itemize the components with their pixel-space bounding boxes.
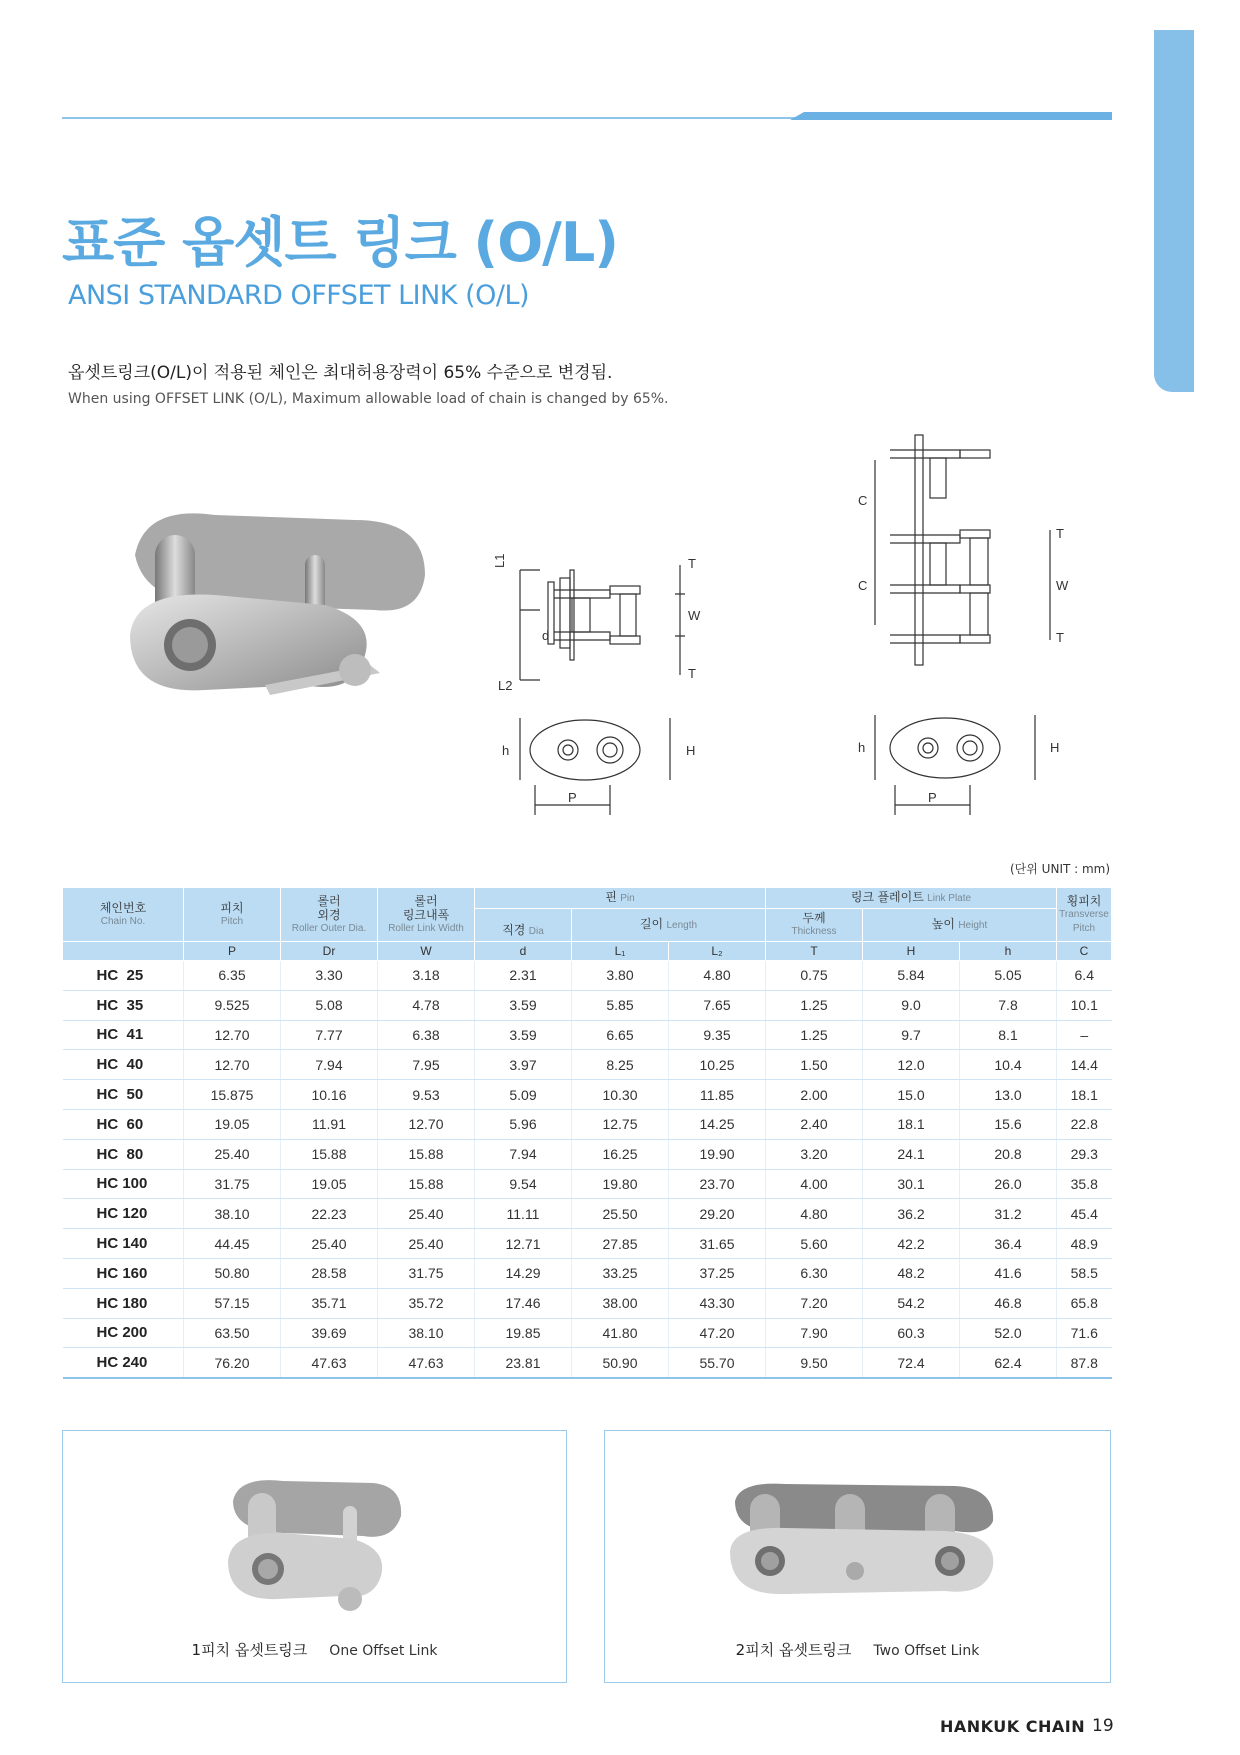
th-thickness: 두께 Thickness — [766, 909, 863, 942]
spec-cell: 44.45 — [184, 1229, 281, 1259]
label-l1: L1 — [492, 553, 507, 568]
label-d: d — [542, 628, 550, 643]
table-row — [63, 1258, 1112, 1288]
table-row — [63, 1288, 1112, 1318]
label-p: P — [568, 790, 577, 805]
spec-cell: 3.59 — [475, 1020, 572, 1050]
sym-dr: Dr — [281, 942, 378, 961]
unit-note: (단위 UNIT : mm) — [1010, 862, 1111, 876]
th-roller-od: 롤러 외경 Roller Outer Dia. — [281, 888, 378, 942]
spec-cell: 47.20 — [669, 1318, 766, 1348]
sym-w: W — [378, 942, 475, 961]
sym-l1: L₁ — [572, 942, 669, 961]
spec-cell: 3.59 — [475, 990, 572, 1020]
th-transverse-pitch: 횡피치 Transverse Pitch — [1057, 888, 1112, 942]
spec-cell: 3.30 — [281, 961, 378, 991]
table-row — [63, 1109, 1112, 1139]
sym-t: T — [766, 942, 863, 961]
spec-cell: 9.54 — [475, 1169, 572, 1199]
spec-cell: 43.30 — [669, 1288, 766, 1318]
spec-cell: 60.3 — [863, 1318, 960, 1348]
spec-cell: 65.8 — [1057, 1288, 1112, 1318]
spec-cell: 58.5 — [1057, 1258, 1112, 1288]
spec-cell: 10.30 — [572, 1080, 669, 1110]
spec-table — [62, 887, 1112, 1379]
note-english: When using OFFSET LINK (O/L), Maximum allowable load of chain is changed by 65%. — [68, 391, 669, 407]
spec-cell: 19.05 — [184, 1109, 281, 1139]
table-row — [63, 1348, 1112, 1378]
note-korean: 옵셋트링크(O/L)이 적용된 체인은 최대허용장력이 65% 수준으로 변경됨. — [68, 363, 613, 383]
one-offset-link-photo — [223, 1471, 413, 1621]
spec-cell: 71.6 — [1057, 1318, 1112, 1348]
spec-cell: 4.00 — [766, 1169, 863, 1199]
chain-no-cell: HC 60 — [63, 1109, 184, 1139]
spec-cell: 22.8 — [1057, 1109, 1112, 1139]
spec-cell: 10.4 — [960, 1050, 1057, 1080]
spec-cell: 10.16 — [281, 1080, 378, 1110]
offset-link-photo — [125, 495, 445, 735]
spec-cell: 9.0 — [863, 990, 960, 1020]
spec-cell: 9.35 — [669, 1020, 766, 1050]
spec-cell: 41.6 — [960, 1258, 1057, 1288]
spec-cell: 26.0 — [960, 1169, 1057, 1199]
spec-cell: 7.94 — [281, 1050, 378, 1080]
table-row — [63, 1318, 1112, 1348]
label-c-top: C — [858, 493, 868, 508]
spec-cell: 11.85 — [669, 1080, 766, 1110]
spec-cell: 35.72 — [378, 1288, 475, 1318]
table-row — [63, 1199, 1112, 1229]
spec-cell: 29.20 — [669, 1199, 766, 1229]
spec-cell: 3.97 — [475, 1050, 572, 1080]
spec-cell: 5.96 — [475, 1109, 572, 1139]
spec-cell: 7.94 — [475, 1139, 572, 1169]
table-row — [63, 1169, 1112, 1199]
spec-cell: 47.63 — [378, 1348, 475, 1378]
spec-cell: 10.25 — [669, 1050, 766, 1080]
one-offset-link-diagram — [490, 540, 730, 820]
spec-cell: 50.90 — [572, 1348, 669, 1378]
label-h-small: h — [502, 743, 510, 758]
spec-cell: 12.70 — [378, 1109, 475, 1139]
chain-no-cell: HC 25 — [63, 961, 184, 991]
spec-cell: 2.31 — [475, 961, 572, 991]
th-pin: 핀 Pin — [475, 888, 766, 909]
spec-cell: 7.20 — [766, 1288, 863, 1318]
spec-cell: 62.4 — [960, 1348, 1057, 1378]
spec-cell: 5.60 — [766, 1229, 863, 1259]
spec-cell: 4.80 — [669, 961, 766, 991]
table-row — [63, 1139, 1112, 1169]
spec-cell: 2.00 — [766, 1080, 863, 1110]
page-number: 19 — [1092, 1716, 1114, 1736]
two-offset-link-diagram — [850, 430, 1100, 820]
spec-cell: 37.25 — [669, 1258, 766, 1288]
spec-cell: 31.75 — [378, 1258, 475, 1288]
chain-no-cell: HC 200 — [63, 1318, 184, 1348]
two-offset-link-caption: 2피치 옵셋트링크 Two Offset Link — [735, 1641, 980, 1659]
spec-cell: 25.40 — [281, 1229, 378, 1259]
table-row — [63, 1020, 1112, 1050]
spec-cell: 36.4 — [960, 1229, 1057, 1259]
two-offset-link-photo — [725, 1476, 1005, 1606]
spec-cell: 23.81 — [475, 1348, 572, 1378]
spec-cell: 31.75 — [184, 1169, 281, 1199]
spec-cell: 5.85 — [572, 990, 669, 1020]
spec-cell: 45.4 — [1057, 1199, 1112, 1229]
spec-cell: 87.8 — [1057, 1348, 1112, 1378]
spec-cell: – — [1057, 1020, 1112, 1050]
spec-cell: 19.85 — [475, 1318, 572, 1348]
spec-cell: 42.2 — [863, 1229, 960, 1259]
chain-no-cell: HC 41 — [63, 1020, 184, 1050]
sym-p: P — [184, 942, 281, 961]
table-row — [63, 1050, 1112, 1080]
spec-cell: 14.29 — [475, 1258, 572, 1288]
spec-cell: 15.0 — [863, 1080, 960, 1110]
spec-cell: 1.50 — [766, 1050, 863, 1080]
spec-cell: 41.80 — [572, 1318, 669, 1348]
label-c-bottom: C — [858, 578, 868, 593]
spec-cell: 25.50 — [572, 1199, 669, 1229]
spec-cell: 6.65 — [572, 1020, 669, 1050]
table-row — [63, 1080, 1112, 1110]
chain-no-cell: HC 160 — [63, 1258, 184, 1288]
chain-no-cell: HC 100 — [63, 1169, 184, 1199]
spec-cell: 28.58 — [281, 1258, 378, 1288]
spec-cell: 48.9 — [1057, 1229, 1112, 1259]
label-l2: L2 — [498, 678, 513, 693]
spec-cell: 12.75 — [572, 1109, 669, 1139]
spec-cell: 30.1 — [863, 1169, 960, 1199]
spec-cell: 6.30 — [766, 1258, 863, 1288]
spec-cell: 24.1 — [863, 1139, 960, 1169]
spec-cell: 76.20 — [184, 1348, 281, 1378]
table-row — [63, 961, 1112, 991]
page-title: 표준 옵셋트 링크 (O/L) — [62, 211, 618, 274]
spec-cell: 15.875 — [184, 1080, 281, 1110]
spec-cell: 7.95 — [378, 1050, 475, 1080]
spec-cell: 19.05 — [281, 1169, 378, 1199]
spec-cell: 55.70 — [669, 1348, 766, 1378]
spec-cell: 39.69 — [281, 1318, 378, 1348]
spec-cell: 18.1 — [863, 1109, 960, 1139]
label-p-2: P — [928, 790, 937, 805]
spec-cell: 3.80 — [572, 961, 669, 991]
label-t-top-2: T — [1056, 526, 1064, 541]
chain-no-cell: HC 50 — [63, 1080, 184, 1110]
table-row — [63, 1229, 1112, 1259]
spec-cell: 38.10 — [378, 1318, 475, 1348]
spec-cell: 72.4 — [863, 1348, 960, 1378]
spec-cell: 16.25 — [572, 1139, 669, 1169]
spec-cell: 11.91 — [281, 1109, 378, 1139]
sym-d: d — [475, 942, 572, 961]
spec-cell: 23.70 — [669, 1169, 766, 1199]
label-t-top: T — [688, 556, 696, 571]
one-offset-link-caption: 1피치 옵셋트링크 One Offset Link — [191, 1641, 438, 1659]
th-pitch: 피치 Pitch — [184, 888, 281, 942]
spec-cell: 3.20 — [766, 1139, 863, 1169]
spec-cell: 12.70 — [184, 1050, 281, 1080]
sym-h-small: h — [960, 942, 1057, 961]
label-t-bottom: T — [688, 666, 696, 681]
label-w: W — [688, 608, 701, 623]
spec-cell: 35.71 — [281, 1288, 378, 1318]
spec-cell: 38.10 — [184, 1199, 281, 1229]
spec-cell: 7.90 — [766, 1318, 863, 1348]
spec-cell: 4.78 — [378, 990, 475, 1020]
spec-cell: 9.525 — [184, 990, 281, 1020]
spec-cell: 17.46 — [475, 1288, 572, 1318]
spec-cell: 1.25 — [766, 1020, 863, 1050]
chain-no-cell: HC 35 — [63, 990, 184, 1020]
th-pin-dia: 직경 Dia — [475, 909, 572, 942]
spec-cell: 27.85 — [572, 1229, 669, 1259]
spec-cell: 15.88 — [281, 1139, 378, 1169]
spec-cell: 11.11 — [475, 1199, 572, 1229]
spec-cell: 35.8 — [1057, 1169, 1112, 1199]
spec-cell: 8.25 — [572, 1050, 669, 1080]
spec-cell: 12.71 — [475, 1229, 572, 1259]
two-offset-link-box — [604, 1430, 1111, 1683]
spec-cell: 7.8 — [960, 990, 1057, 1020]
spec-cell: 25.40 — [378, 1229, 475, 1259]
spec-cell: 20.8 — [960, 1139, 1057, 1169]
th-chain-no: 체인번호 Chain No. — [63, 888, 184, 942]
spec-cell: 5.09 — [475, 1080, 572, 1110]
label-h-large: H — [686, 743, 696, 758]
chain-no-cell: HC 40 — [63, 1050, 184, 1080]
spec-cell: 48.2 — [863, 1258, 960, 1288]
spec-cell: 57.15 — [184, 1288, 281, 1318]
spec-cell: 38.00 — [572, 1288, 669, 1318]
spec-cell: 5.05 — [960, 961, 1057, 991]
sym-l2: L₂ — [669, 942, 766, 961]
spec-cell: 12.0 — [863, 1050, 960, 1080]
spec-cell: 22.23 — [281, 1199, 378, 1229]
spec-cell: 9.53 — [378, 1080, 475, 1110]
chain-no-cell: HC 180 — [63, 1288, 184, 1318]
spec-cell: 6.35 — [184, 961, 281, 991]
th-roller-width: 롤러 링크내폭 Roller Link Width — [378, 888, 475, 942]
spec-cell: 36.2 — [863, 1199, 960, 1229]
spec-cell: 47.63 — [281, 1348, 378, 1378]
chain-no-cell: HC 80 — [63, 1139, 184, 1169]
spec-cell: 31.65 — [669, 1229, 766, 1259]
label-h-small-2: h — [858, 740, 866, 755]
spec-cell: 5.84 — [863, 961, 960, 991]
spec-cell: 54.2 — [863, 1288, 960, 1318]
spec-cell: 50.80 — [184, 1258, 281, 1288]
spec-cell: 7.65 — [669, 990, 766, 1020]
spec-cell: 3.18 — [378, 961, 475, 991]
spec-cell: 19.80 — [572, 1169, 669, 1199]
label-h-large-2: H — [1050, 740, 1060, 755]
page-subtitle: ANSI STANDARD OFFSET LINK (O/L) — [68, 280, 530, 311]
spec-cell: 13.0 — [960, 1080, 1057, 1110]
spec-cell: 33.25 — [572, 1258, 669, 1288]
chain-no-cell: HC 240 — [63, 1348, 184, 1378]
spec-cell: 4.80 — [766, 1199, 863, 1229]
spec-cell: 19.90 — [669, 1139, 766, 1169]
spec-cell: 31.2 — [960, 1199, 1057, 1229]
spec-cell: 8.1 — [960, 1020, 1057, 1050]
th-height: 높이 Height — [863, 909, 1057, 942]
spec-cell: 5.08 — [281, 990, 378, 1020]
spec-cell: 1.25 — [766, 990, 863, 1020]
spec-cell: 6.38 — [378, 1020, 475, 1050]
spec-cell: 52.0 — [960, 1318, 1057, 1348]
one-offset-link-box — [62, 1430, 567, 1683]
chain-no-cell: HC 120 — [63, 1199, 184, 1229]
spec-cell: 9.7 — [863, 1020, 960, 1050]
spec-cell: 46.8 — [960, 1288, 1057, 1318]
spec-cell: 25.40 — [184, 1139, 281, 1169]
spec-cell: 29.3 — [1057, 1139, 1112, 1169]
side-tab — [1154, 30, 1194, 392]
spec-cell: 2.40 — [766, 1109, 863, 1139]
spec-cell: 14.4 — [1057, 1050, 1112, 1080]
top-rule-accent — [790, 112, 1112, 120]
spec-cell: 15.88 — [378, 1139, 475, 1169]
spec-cell: 10.1 — [1057, 990, 1112, 1020]
spec-cell: 18.1 — [1057, 1080, 1112, 1110]
th-pin-length: 길이 Length — [572, 909, 766, 942]
spec-cell: 0.75 — [766, 961, 863, 991]
spec-cell: 15.6 — [960, 1109, 1057, 1139]
spec-cell: 14.25 — [669, 1109, 766, 1139]
chain-no-cell: HC 140 — [63, 1229, 184, 1259]
label-t-bottom-2: T — [1056, 630, 1064, 645]
spec-cell: 25.40 — [378, 1199, 475, 1229]
footer-brand: HANKUK CHAIN — [940, 1717, 1086, 1736]
sym-h-large: H — [863, 942, 960, 961]
th-link-plate: 링크 플레이트 Link Plate — [766, 888, 1057, 909]
spec-cell: 6.4 — [1057, 961, 1112, 991]
spec-cell: 9.50 — [766, 1348, 863, 1378]
spec-cell: 7.77 — [281, 1020, 378, 1050]
sym-c: C — [1057, 942, 1112, 961]
spec-cell: 15.88 — [378, 1169, 475, 1199]
symbol-row — [63, 942, 1112, 961]
spec-cell: 63.50 — [184, 1318, 281, 1348]
label-w-2: W — [1056, 578, 1069, 593]
spec-cell: 12.70 — [184, 1020, 281, 1050]
table-row — [63, 990, 1112, 1020]
